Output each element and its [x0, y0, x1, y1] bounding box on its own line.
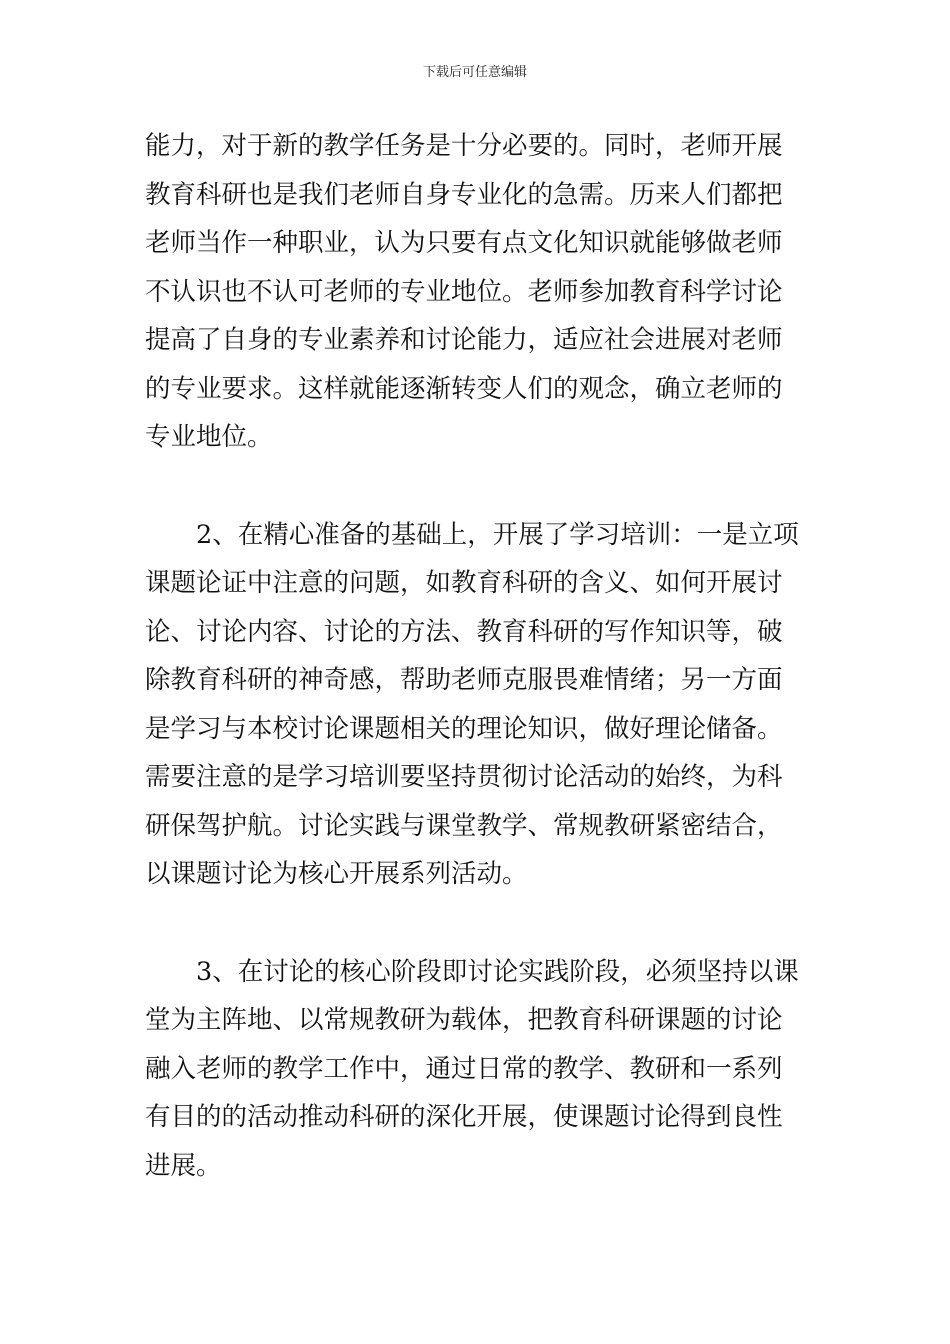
text-line: 不认识也不认可老师的专业地位。老师参加教育科学讨论: [145, 276, 783, 307]
text-line: 进展。: [145, 1150, 222, 1181]
text-line: 的专业要求。这样就能逐渐转变人们的观念，确立老师的: [145, 373, 783, 404]
text-line: 2、在精心准备的基础上，开展了学习培训：一是立项: [145, 519, 799, 550]
text-line: 3、在讨论的核心阶段即讨论实践阶段，必须坚持以课: [145, 956, 799, 987]
header-text: 下载后可任意编辑: [422, 65, 527, 80]
paragraph-spacer: [145, 899, 810, 948]
text-line: 老师当作一种职业，认为只要有点文化知识就能够做老师: [145, 228, 783, 258]
text-line: 研保驾护航。讨论实践与课堂教学、常规教研紧密结合，: [145, 810, 783, 841]
text-line: 提高了自身的专业素养和讨论能力，适应社会进展对老师: [145, 325, 783, 355]
paragraph-1: [145, 122, 810, 462]
text-line: 论、讨论内容、讨论的方法、教育科研的写作知识等，破: [145, 616, 783, 647]
text-line: 堂为主阵地、以常规教研为载体，把教育科研课题的讨论: [145, 1005, 783, 1035]
paragraph-3: [145, 948, 810, 1191]
text-line: 有目的的活动推动科研的深化开展，使课题讨论得到良性: [145, 1102, 783, 1132]
paragraph-spacer: [145, 462, 810, 511]
text-line: 是学习与本校讨论课题相关的理论知识，做好理论储备。: [145, 713, 783, 744]
page-header: [0, 64, 950, 82]
text-line: 以课题讨论为核心开展系列活动。: [145, 859, 528, 889]
text-line: 除教育科研的神奇感，帮助老师克服畏难情绪；另一方面: [145, 665, 783, 695]
text-line: 教育科研也是我们老师自身专业化的急需。历来人们都把: [145, 179, 783, 210]
text-line: 能力，对于新的教学任务是十分必要的。同时，老师开展: [145, 131, 783, 161]
paragraph-2: [145, 511, 810, 899]
text-line: 融入老师的教学工作中，通过日常的教学、教研和一系列: [145, 1053, 783, 1084]
text-line: 专业地位。: [145, 422, 273, 452]
text-line: 课题论证中注意的问题，如教育科研的含义、如何开展讨: [145, 568, 783, 598]
text-line: 需要注意的是学习培训要坚持贯彻讨论活动的始终，为科: [145, 762, 783, 792]
document-body: [145, 122, 810, 1190]
